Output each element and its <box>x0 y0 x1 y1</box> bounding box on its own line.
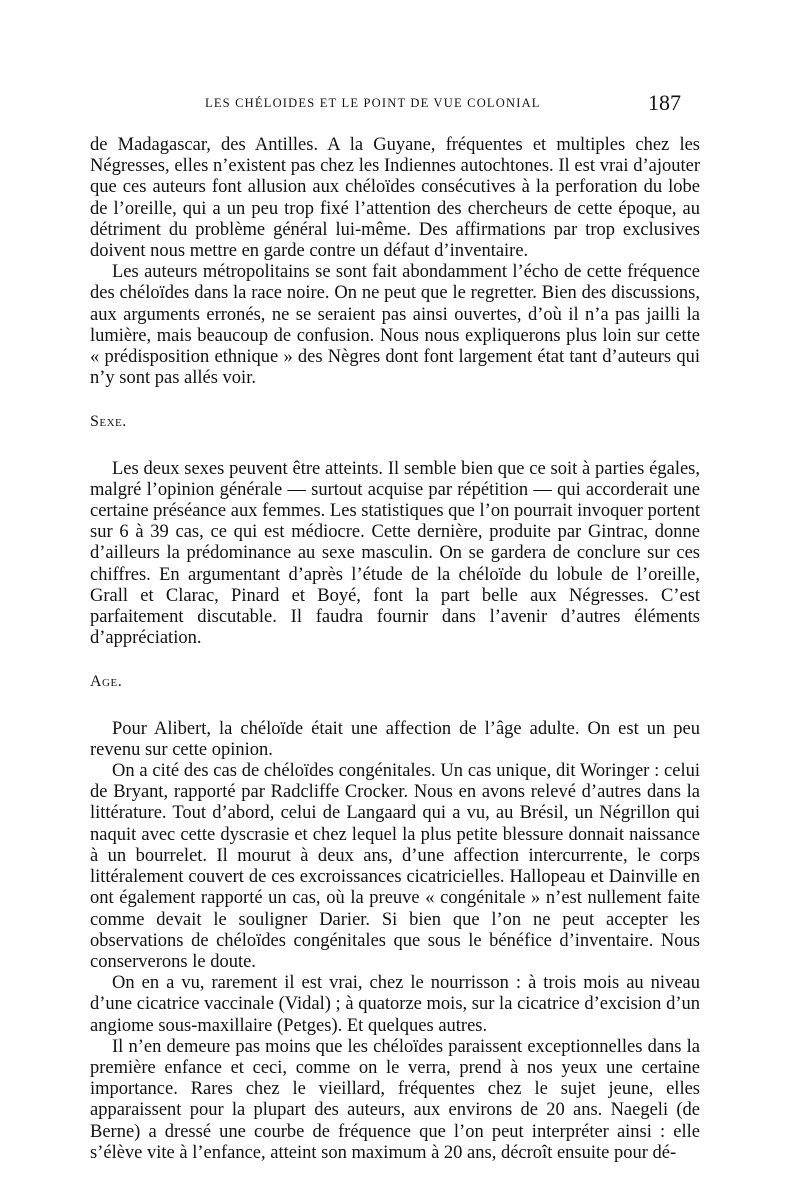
paragraph-auteurs: Les auteurs métropolitains se sont fait abondamment l’écho de cette fréquence des chéloïdes dans la race noire. On ne peut que le regretter. Bien des discussions, aux arguments erronés, ne se seraient pas ainsi ouvertes, d’où il n’a pas jailli la lumière, mais beaucoup de confusion. Nous nous expliquerons plus loin sur cette « prédisposition ethnique » des Nègres dont font largement état tant d’auteurs qui n’y sont pas allés voir. <box>90 262 700 389</box>
page-number: 187 <box>648 90 681 115</box>
paragraph-nourrisson: On en a vu, rarement il est vrai, chez le nourrisson : à trois mois au niveau d’une cicatrice vaccinale (Vidal) ; à quatorze mois, sur la cicatrice d’excision d’un angiome sous-maxillaire (Petges). Et quelques autres. <box>90 973 700 1036</box>
paragraph-congenitales: On a cité des cas de chéloïdes congénitales. Un cas unique, dit Woringer : celui de Bryant, rapporté par Radcliffe Crocker. Nous en avons relevé d’autres dans la littérature. Tout d’abord, celui de Langaard qui a vu, au Brésil, un Négrillon qui naquit avec cette dyscrasie et chez lequel la plus petite blessure donnait naissance à un bourrelet. Il mourut à deux ans, d’une affection intercurrente, le corps littéralement couvert de ces excroissances cicatricielles. Hallopeau et Dainville en ont également rapporté un cas, où la preuve « congénitale » n’est nullement faite comme devait le souligner Darier. Si bien que l’on ne peut accepter les observations de chéloïdes congénitales que sous le bénéfice d’inventaire. Nous conserverons le doute. <box>90 761 700 972</box>
paragraph-continued: de Madagascar, des Antilles. A la Guyane, fréquentes et multiples chez les Négresses, elles n’existent pas chez les Indiennes autochtones. Il est vrai d’ajouter que ces auteurs font allusion aux chéloïdes consécutives à la perforation du lobe de l’oreille, qui a un peu trop fixé l’attention des chercheurs de cette époque, au détriment du problème général lui-même. Des affirmations par trop exclusives doivent nous mettre en garde contre un défaut d’inventaire. <box>90 135 700 262</box>
section-heading-age: Age. <box>90 673 123 691</box>
paragraph-sexe: Les deux sexes peuvent être atteints. Il semble bien que ce soit à parties égales, malgré l’opinion générale — surtout acquise par répétition — qui accorderait une certaine préséance aux femmes. Les statistiques que l’on pourrait invoquer portent sur 6 à 39 cas, ce qui est médiocre. Cette dernière, produite par Gintrac, donne d’ailleurs la prédominance au sexe masculin. On se gardera de conclure sur ces chiffres. En argumentant d’après l’étude de la chéloïde du lobule de l’oreille, Grall et Clarac, Pinard et Boyé, font la part belle aux Négresses. C’est parfaitement discutable. Il faudra fournir dans l’avenir d’autres éléments d’appréciation. <box>90 458 700 649</box>
paragraph-alibert: Pour Alibert, la chéloïde était une affection de l’âge adulte. On est un peu revenu sur cette opinion. <box>90 718 700 760</box>
paragraph-frequence: Il n’en demeure pas moins que les chéloïdes paraissent exceptionnelles dans la première enfance et ceci, comme on le verra, prend à nos yeux une certaine importance. Rares chez le vieillard, fréquentes chez le sujet jeune, elles apparaissent pour la plupart des auteurs, aux environs de 20 ans. Naegeli (de Berne) a dressé une courbe de fréquence que l’on peut interpréter ainsi : elle s’élève vite à l’enfance, atteint son maximum à 20 ans, décroît ensuite pour dé- <box>90 1036 700 1163</box>
section-heading-sexe: Sexe. <box>90 413 127 431</box>
running-head <box>0 92 800 118</box>
running-title: LES CHÉLOIDES ET LE POINT DE VUE COLONIAL <box>205 96 541 110</box>
body-text <box>90 135 700 1164</box>
